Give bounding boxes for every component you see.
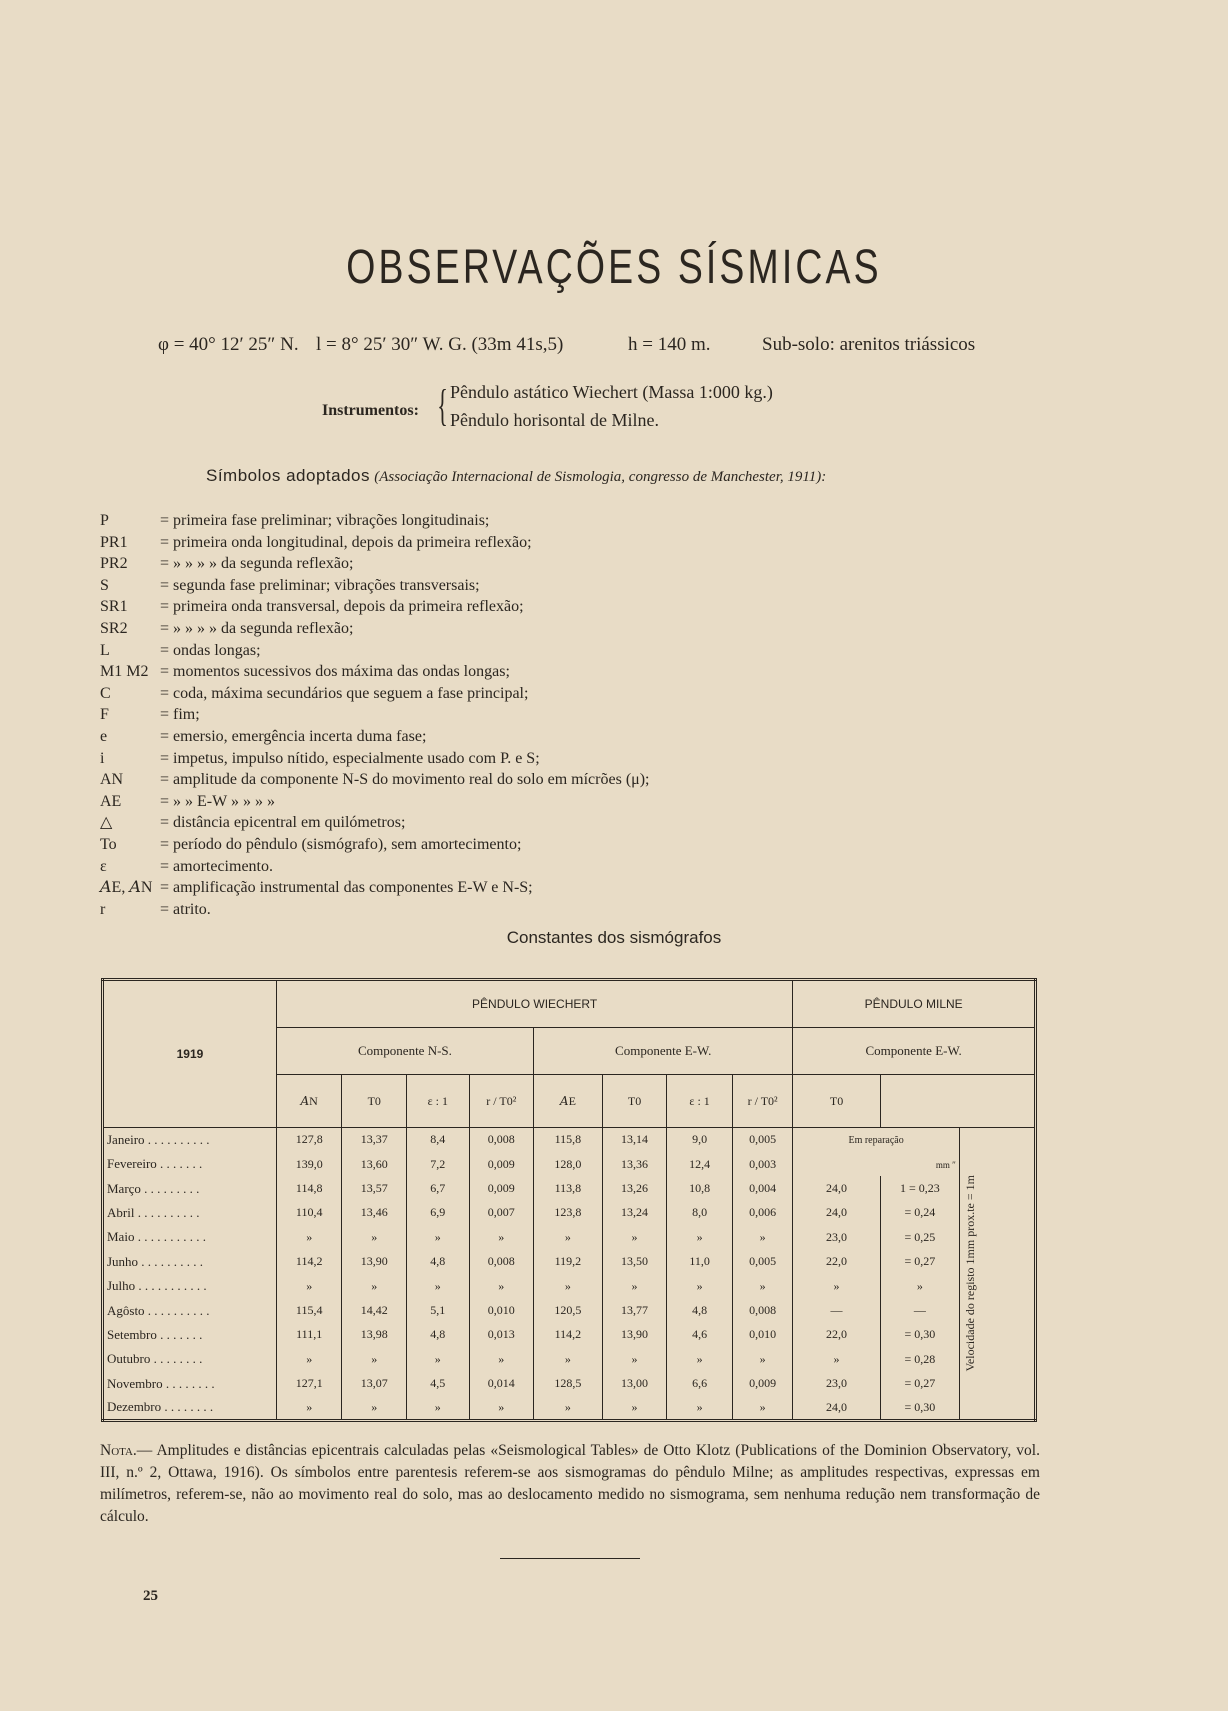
value-cell: = 0,27 bbox=[880, 1372, 959, 1396]
symbol-definition: = » » E-W » » » » bbox=[160, 792, 275, 810]
month-cell: Janeiro . . . . . . . . . . bbox=[103, 1128, 277, 1152]
value-cell: 13,90 bbox=[602, 1323, 667, 1347]
table-row bbox=[103, 1201, 1036, 1225]
value-cell: 115,4 bbox=[276, 1298, 342, 1322]
value-cell: » bbox=[732, 1396, 792, 1421]
table-row bbox=[103, 1396, 1036, 1421]
value-cell: 0,005 bbox=[732, 1128, 792, 1152]
value-cell: 13,26 bbox=[602, 1176, 667, 1200]
month-cell: Agôsto . . . . . . . . . . bbox=[103, 1298, 277, 1322]
value-cell: » bbox=[534, 1274, 603, 1298]
value-cell: 0,008 bbox=[732, 1298, 792, 1322]
symbols-heading bbox=[206, 466, 826, 486]
sub-header: r / T0² bbox=[469, 1075, 534, 1128]
value-cell: = 0,28 bbox=[880, 1347, 959, 1371]
symbols-heading-bold: Símbolos adoptados bbox=[206, 466, 370, 485]
symbol-row bbox=[100, 791, 1000, 813]
symbol-code: AE bbox=[100, 792, 122, 810]
value-cell: = 0,25 bbox=[880, 1225, 959, 1249]
units-label: mm ″ bbox=[935, 1159, 956, 1170]
value-cell: » bbox=[880, 1274, 959, 1298]
value-cell: » bbox=[732, 1225, 792, 1249]
symbol-definition: = emersio, emergência incerta duma fase; bbox=[160, 727, 427, 745]
value-cell: 13,00 bbox=[602, 1372, 667, 1396]
repair-note: Em reparação bbox=[848, 1135, 904, 1147]
value-cell: » bbox=[276, 1347, 342, 1371]
symbol-code: SR1 bbox=[100, 598, 128, 616]
instrument-wiechert: Pêndulo astático Wiechert (Massa 1:000 kg.) bbox=[450, 382, 773, 402]
sub-header: T0 bbox=[342, 1075, 407, 1128]
value-cell: 128,0 bbox=[534, 1152, 603, 1176]
value-cell: » bbox=[534, 1225, 603, 1249]
sub-header bbox=[880, 1075, 1035, 1128]
symbol-code: PR2 bbox=[100, 555, 128, 573]
value-cell: » bbox=[667, 1225, 733, 1249]
symbol-code: To bbox=[100, 835, 117, 853]
value-cell: » bbox=[732, 1347, 792, 1371]
instruments-label: Instrumentos: bbox=[322, 402, 419, 419]
value-cell: 13,24 bbox=[602, 1201, 667, 1225]
symbol-code: e bbox=[100, 727, 108, 745]
value-cell: 13,07 bbox=[342, 1372, 407, 1396]
value-cell: 114,8 bbox=[276, 1176, 342, 1200]
value-cell: » bbox=[534, 1347, 603, 1371]
symbol-row bbox=[100, 856, 1000, 878]
value-cell: » bbox=[534, 1396, 603, 1421]
value-cell: 12,4 bbox=[667, 1152, 733, 1176]
value-cell: 23,0 bbox=[793, 1372, 880, 1396]
value-cell: 110,4 bbox=[276, 1201, 342, 1225]
value-cell: 5,1 bbox=[407, 1298, 469, 1322]
value-cell: 0,005 bbox=[732, 1250, 792, 1274]
month-cell: Março . . . . . . . . . bbox=[103, 1176, 277, 1200]
seismograph-constants-table bbox=[101, 978, 1037, 1422]
value-cell: 9,0 bbox=[667, 1128, 733, 1152]
symbol-row bbox=[100, 834, 1000, 856]
value-cell: » bbox=[469, 1347, 534, 1371]
value-cell: 123,8 bbox=[534, 1201, 603, 1225]
value-cell: » bbox=[407, 1274, 469, 1298]
symbol-code: PR1 bbox=[100, 533, 128, 551]
note-label: Nota. bbox=[100, 1442, 137, 1459]
symbol-definition: = atrito. bbox=[160, 900, 211, 918]
symbol-definition: = momentos sucessivos dos máxima das ondas longas; bbox=[160, 663, 510, 681]
value-cell: 0,009 bbox=[469, 1152, 534, 1176]
note-text: — Amplitudes e distâncias epicentrais calculadas pelas «Seismological Tables» de Otto Klotz (Publications of the Dominion Observatory, vol. III, n.º 2, Ottawa, 1916). Os símbolos entre parentesis referem-se aos sismogramas do pêndulo Milne; as amplitudes respectivas, expressas em milímetros, referem-se, não ao movimento real do solo, mas ao deslocamento medido no sismograma, sem nenhuma redução nem transformação de cálculo. bbox=[100, 1442, 1040, 1525]
symbol-row bbox=[100, 726, 1000, 748]
value-cell: 13,60 bbox=[342, 1152, 407, 1176]
wiechert-ew-header: Componente E-W. bbox=[534, 1028, 793, 1075]
value-cell: » bbox=[793, 1274, 880, 1298]
value-cell: 23,0 bbox=[793, 1225, 880, 1249]
sub-header: r / T0² bbox=[732, 1075, 792, 1128]
value-cell: 13,36 bbox=[602, 1152, 667, 1176]
value-cell: 0,013 bbox=[469, 1323, 534, 1347]
table-year: 1919 bbox=[103, 980, 277, 1128]
table-row bbox=[103, 1128, 1036, 1152]
recording-speed-cell bbox=[959, 1128, 1035, 1421]
divider bbox=[500, 1558, 640, 1559]
value-cell: 111,1 bbox=[276, 1323, 342, 1347]
value-cell: 6,9 bbox=[407, 1201, 469, 1225]
value-cell: » bbox=[793, 1347, 880, 1371]
value-cell: 0,008 bbox=[469, 1250, 534, 1274]
value-cell: 127,8 bbox=[276, 1128, 342, 1152]
value-cell: = 0,30 bbox=[880, 1323, 959, 1347]
value-cell: 1 = 0,23 bbox=[880, 1176, 959, 1200]
sub-header: 𝐴N bbox=[276, 1075, 342, 1128]
value-cell: 0,014 bbox=[469, 1372, 534, 1396]
value-cell: » bbox=[342, 1225, 407, 1249]
value-cell: 4,8 bbox=[407, 1323, 469, 1347]
subsoil: Sub-solo: arenitos triássicos bbox=[762, 334, 976, 355]
value-cell: 13,90 bbox=[342, 1250, 407, 1274]
value-cell: 4,8 bbox=[407, 1250, 469, 1274]
value-cell: » bbox=[667, 1396, 733, 1421]
symbol-definition: = primeira onda longitudinal, depois da primeira reflexão; bbox=[160, 533, 532, 551]
value-cell: 14,42 bbox=[342, 1298, 407, 1322]
value-cell: = 0,27 bbox=[880, 1250, 959, 1274]
wiechert-header: PÊNDULO WIECHERT bbox=[276, 980, 792, 1028]
symbol-row bbox=[100, 596, 1000, 618]
symbol-row bbox=[100, 575, 1000, 597]
value-cell: 127,1 bbox=[276, 1372, 342, 1396]
value-cell: 114,2 bbox=[534, 1323, 603, 1347]
value-cell: 13,46 bbox=[342, 1201, 407, 1225]
symbol-row bbox=[100, 877, 1000, 899]
month-cell: Setembro . . . . . . . bbox=[103, 1323, 277, 1347]
value-cell: 0,009 bbox=[732, 1372, 792, 1396]
value-cell: » bbox=[342, 1396, 407, 1421]
value-cell: 22,0 bbox=[793, 1323, 880, 1347]
table-row bbox=[103, 1274, 1036, 1298]
symbol-code: SR2 bbox=[100, 619, 128, 637]
value-cell: » bbox=[407, 1225, 469, 1249]
value-cell: 0,003 bbox=[732, 1152, 792, 1176]
symbol-row bbox=[100, 532, 1000, 554]
symbol-definition: = primeira onda transversal, depois da primeira reflexão; bbox=[160, 598, 524, 616]
symbol-definition: = período do pêndulo (sismógrafo), sem amortecimento; bbox=[160, 835, 522, 853]
page-title: OBSERVAÇÕES SÍSMICAS bbox=[346, 241, 882, 294]
table-row bbox=[103, 1250, 1036, 1274]
symbol-definition: = coda, máxima secundários que seguem a fase principal; bbox=[160, 684, 529, 702]
table-row bbox=[103, 1176, 1036, 1200]
symbol-row bbox=[100, 899, 1000, 921]
symbol-definition: = distância epicentral em quilómetros; bbox=[160, 814, 406, 832]
value-cell: 10,8 bbox=[667, 1176, 733, 1200]
value-cell: 13,77 bbox=[602, 1298, 667, 1322]
symbol-code: F bbox=[100, 706, 109, 724]
month-cell: Abril . . . . . . . . . . bbox=[103, 1201, 277, 1225]
month-cell: Fevereiro . . . . . . . bbox=[103, 1152, 277, 1176]
month-cell: Maio . . . . . . . . . . . bbox=[103, 1225, 277, 1249]
value-cell: 13,50 bbox=[602, 1250, 667, 1274]
value-cell: 0,009 bbox=[469, 1176, 534, 1200]
wiechert-ns-header: Componente N-S. bbox=[276, 1028, 533, 1075]
value-cell: » bbox=[469, 1396, 534, 1421]
value-cell: 4,5 bbox=[407, 1372, 469, 1396]
symbol-row bbox=[100, 618, 1000, 640]
symbol-code: S bbox=[100, 576, 109, 594]
symbol-row bbox=[100, 640, 1000, 662]
symbol-code: r bbox=[100, 900, 106, 918]
value-cell: » bbox=[602, 1274, 667, 1298]
value-cell: » bbox=[469, 1225, 534, 1249]
value-cell: 120,5 bbox=[534, 1298, 603, 1322]
recording-speed-note: Velocidade do registo 1mm prox.te = 1m bbox=[962, 1175, 977, 1372]
latitude: φ = 40° 12′ 25″ N. bbox=[158, 334, 299, 355]
symbol-row bbox=[100, 769, 1000, 791]
value-cell: » bbox=[276, 1225, 342, 1249]
value-cell: 13,57 bbox=[342, 1176, 407, 1200]
value-cell: 22,0 bbox=[793, 1250, 880, 1274]
value-cell: = 0,24 bbox=[880, 1201, 959, 1225]
value-cell: 8,0 bbox=[667, 1201, 733, 1225]
symbol-row bbox=[100, 661, 1000, 683]
value-cell: » bbox=[602, 1347, 667, 1371]
sub-header: 𝐴E bbox=[534, 1075, 603, 1128]
value-cell: 13,14 bbox=[602, 1128, 667, 1152]
value-cell: » bbox=[276, 1396, 342, 1421]
value-cell: 0,007 bbox=[469, 1201, 534, 1225]
symbol-code: P bbox=[100, 512, 109, 529]
symbol-row bbox=[100, 704, 1000, 726]
instrument-milne: Pêndulo horisontal de Milne. bbox=[450, 410, 659, 430]
page-number: 25 bbox=[143, 1588, 158, 1604]
note-paragraph bbox=[100, 1440, 1040, 1528]
symbol-definition: = fim; bbox=[160, 706, 200, 724]
value-cell: 8,4 bbox=[407, 1128, 469, 1152]
symbol-definition: = amplitude da componente N-S do movimento real do solo em mícrões (μ); bbox=[160, 771, 650, 789]
symbol-row bbox=[100, 510, 1000, 532]
symbol-code: 𝐴E, 𝐴N bbox=[100, 879, 153, 897]
table-row bbox=[103, 1298, 1036, 1322]
value-cell: 0,010 bbox=[732, 1323, 792, 1347]
symbol-code: i bbox=[100, 749, 105, 767]
symbol-definition: = primeira fase preliminar; vibrações longitudinais; bbox=[160, 512, 490, 529]
value-cell: 24,0 bbox=[793, 1396, 880, 1421]
symbol-row bbox=[100, 748, 1000, 770]
symbol-code: L bbox=[100, 641, 110, 659]
symbol-definition: = segunda fase preliminar; vibrações transversais; bbox=[160, 576, 480, 594]
value-cell: 24,0 bbox=[793, 1176, 880, 1200]
value-cell: 113,8 bbox=[534, 1176, 603, 1200]
value-cell: » bbox=[276, 1274, 342, 1298]
month-cell: Julho . . . . . . . . . . . bbox=[103, 1274, 277, 1298]
symbol-definition: = » » » » da segunda reflexão; bbox=[160, 555, 354, 573]
value-cell: 128,5 bbox=[534, 1372, 603, 1396]
constants-title: Constantes dos sismógrafos bbox=[506, 928, 722, 947]
table-row bbox=[103, 1372, 1036, 1396]
month-cell: Dezembro . . . . . . . . bbox=[103, 1396, 277, 1421]
symbol-row bbox=[100, 812, 1000, 834]
symbol-row bbox=[100, 683, 1000, 705]
value-cell bbox=[793, 1152, 960, 1176]
symbol-definition: = impetus, impulso nítido, especialmente usado com P. e S; bbox=[160, 749, 540, 767]
value-cell: » bbox=[667, 1347, 733, 1371]
value-cell: 0,010 bbox=[469, 1298, 534, 1322]
value-cell: » bbox=[667, 1274, 733, 1298]
sub-header: T0 bbox=[793, 1075, 880, 1128]
value-cell: — bbox=[793, 1298, 880, 1322]
symbol-definition: = amplificação instrumental das componentes E-W e N-S; bbox=[160, 879, 533, 897]
table-row bbox=[103, 1225, 1036, 1249]
symbol-definition: = ondas longas; bbox=[160, 641, 261, 659]
brace-icon: { bbox=[437, 381, 448, 430]
symbol-definition: = » » » » da segunda reflexão; bbox=[160, 619, 354, 637]
value-cell: » bbox=[732, 1274, 792, 1298]
value-cell: 6,7 bbox=[407, 1176, 469, 1200]
sub-header: ε : 1 bbox=[667, 1075, 733, 1128]
milne-ew-header: Componente E-W. bbox=[793, 1028, 1036, 1075]
value-cell: 119,2 bbox=[534, 1250, 603, 1274]
value-cell: 13,37 bbox=[342, 1128, 407, 1152]
value-cell: » bbox=[602, 1396, 667, 1421]
value-cell: 0,006 bbox=[732, 1201, 792, 1225]
value-cell: » bbox=[469, 1274, 534, 1298]
value-cell: » bbox=[342, 1347, 407, 1371]
table-row bbox=[103, 1347, 1036, 1371]
altitude: h = 140 m. bbox=[628, 334, 711, 355]
value-cell: 7,2 bbox=[407, 1152, 469, 1176]
table-row bbox=[103, 1323, 1036, 1347]
value-cell: 0,008 bbox=[469, 1128, 534, 1152]
value-cell: » bbox=[342, 1274, 407, 1298]
symbols-legend bbox=[100, 510, 1000, 920]
symbol-code: M1 M2 bbox=[100, 663, 149, 681]
value-cell: 139,0 bbox=[276, 1152, 342, 1176]
month-cell: Junho . . . . . . . . . . bbox=[103, 1250, 277, 1274]
symbol-row bbox=[100, 553, 1000, 575]
value-cell: 24,0 bbox=[793, 1201, 880, 1225]
symbol-code: ε bbox=[100, 857, 107, 875]
value-cell: » bbox=[407, 1396, 469, 1421]
value-cell: » bbox=[407, 1347, 469, 1371]
month-cell: Outubro . . . . . . . . bbox=[103, 1347, 277, 1371]
month-cell: Novembro . . . . . . . . bbox=[103, 1372, 277, 1396]
value-cell: 6,6 bbox=[667, 1372, 733, 1396]
sub-header: T0 bbox=[602, 1075, 667, 1128]
value-cell: » bbox=[602, 1225, 667, 1249]
value-cell: 4,8 bbox=[667, 1298, 733, 1322]
value-cell: 114,2 bbox=[276, 1250, 342, 1274]
value-cell: 4,6 bbox=[667, 1323, 733, 1347]
symbol-code: △ bbox=[100, 814, 113, 832]
table-row bbox=[103, 1152, 1036, 1176]
value-cell bbox=[793, 1128, 960, 1152]
symbol-definition: = amortecimento. bbox=[160, 857, 273, 875]
value-cell: 0,004 bbox=[732, 1176, 792, 1200]
symbol-code: C bbox=[100, 684, 111, 702]
value-cell: 13,98 bbox=[342, 1323, 407, 1347]
value-cell: = 0,30 bbox=[880, 1396, 959, 1421]
symbol-code: AN bbox=[100, 771, 124, 789]
value-cell: 115,8 bbox=[534, 1128, 603, 1152]
symbols-heading-italic: (Associação Internacional de Sismologia, congresso de Manchester, 1911): bbox=[374, 469, 827, 485]
value-cell: 11,0 bbox=[667, 1250, 733, 1274]
milne-header: PÊNDULO MILNE bbox=[793, 980, 1036, 1028]
value-cell: — bbox=[880, 1298, 959, 1322]
sub-header: ε : 1 bbox=[407, 1075, 469, 1128]
longitude: l = 8° 25′ 30″ W. G. (33m 41s,5) bbox=[316, 334, 564, 355]
